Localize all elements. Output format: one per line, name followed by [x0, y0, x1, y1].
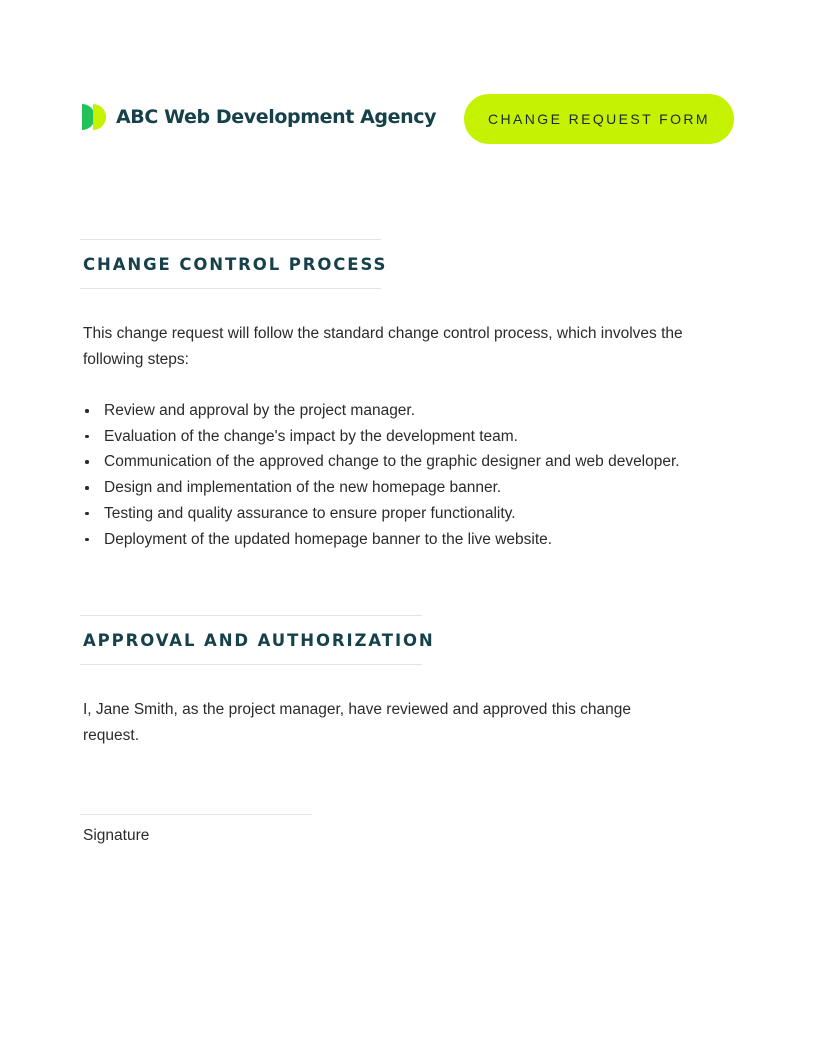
process-steps-list — [83, 398, 783, 552]
form-title-badge: CHANGE REQUEST FORM — [464, 94, 734, 144]
double-half-circle-logo-icon — [82, 104, 108, 130]
logo-right-half-circle — [93, 104, 106, 130]
approval-statement: I, Jane Smith, as the project manager, have reviewed and approved this change request. — [83, 701, 632, 744]
section-heading-approval — [80, 615, 435, 665]
list-item: Testing and quality assurance to ensure proper functionality. — [83, 501, 783, 527]
signature-line[interactable] — [80, 814, 312, 815]
list-item: Evaluation of the change's impact by the development team. — [83, 424, 783, 450]
signature-label: Signature — [83, 827, 150, 844]
list-item: Review and approval by the project manager. — [83, 398, 783, 424]
section-heading-text: CHANGE CONTROL PROCESS — [83, 254, 388, 274]
list-item: Communication of the approved change to the graphic designer and web developer. — [83, 449, 783, 475]
list-item: Design and implementation of the new homepage banner. — [83, 475, 783, 501]
agency-logo — [82, 104, 436, 130]
agency-name: ABC Web Development Agency — [116, 106, 437, 128]
change-control-intro: This change request will follow the standard change control process, which involves the following steps: — [83, 325, 683, 368]
document-header — [0, 0, 816, 160]
section-heading-change-control — [80, 239, 388, 289]
section-heading-text: APPROVAL AND AUTHORIZATION — [83, 630, 435, 650]
list-item: Deployment of the updated homepage banner to the live website. — [83, 527, 783, 553]
